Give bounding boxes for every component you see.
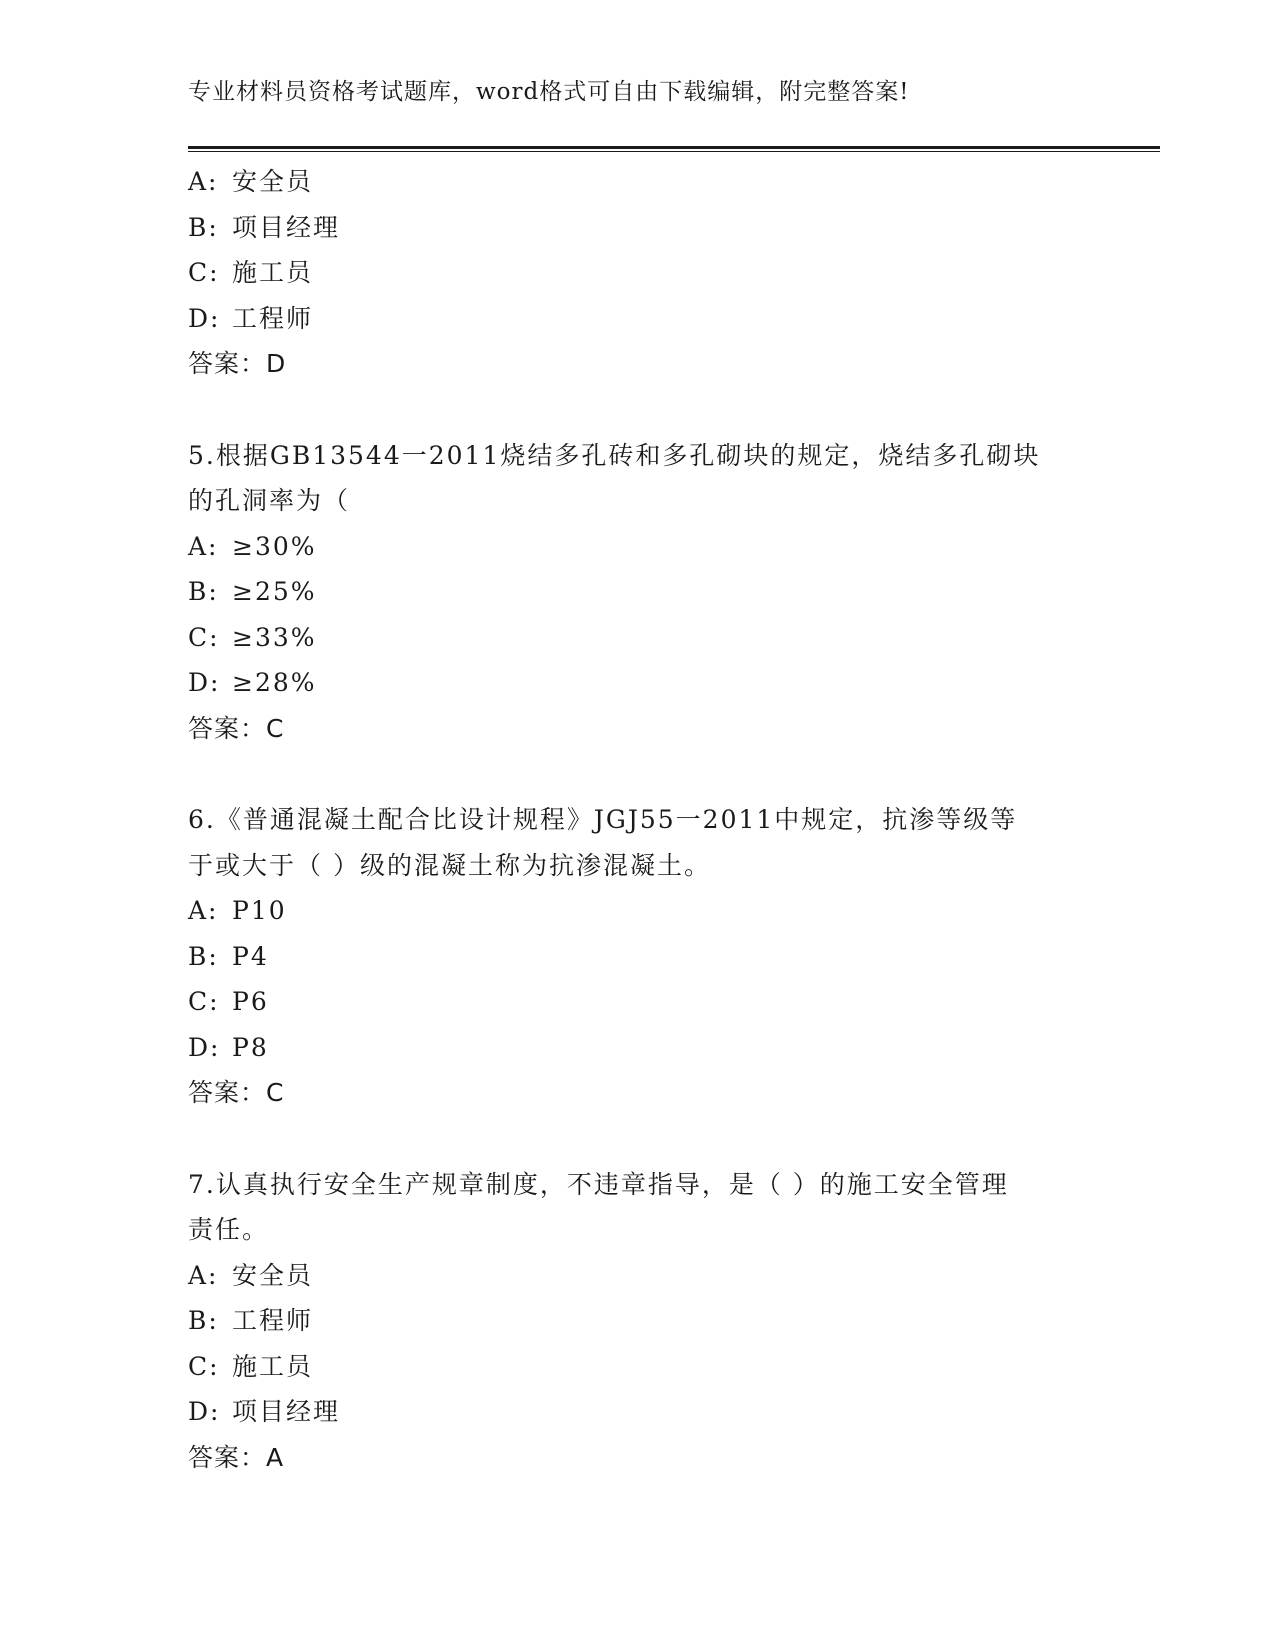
question-text-continued: 责任。 [188, 1215, 270, 1244]
option-a: A: ≥30% [188, 531, 317, 561]
option-b: B: 工程师 [188, 1306, 314, 1335]
answer: 答案：C [188, 1078, 285, 1107]
page-header: 专业材料员资格考试题库，word格式可自由下载编辑，附完整答案! [188, 79, 910, 105]
question-6 [188, 797, 1088, 1116]
header-rule-thin [188, 151, 1160, 152]
question-5 [188, 433, 1088, 752]
answer: 答案：A [188, 1442, 285, 1472]
option-b: B: ≥25% [188, 577, 317, 606]
question-text-continued: 于或大于（ ）级的混凝土称为抗渗混凝土。 [188, 850, 711, 880]
question-text: 7.认真执行安全生产规章制度，不违章指导，是（ ）的施工安全管理 [188, 1169, 1009, 1199]
option-d: D: 项目经理 [188, 1397, 341, 1426]
option-a: A: P10 [188, 896, 287, 925]
option-b: B: 项目经理 [188, 212, 341, 242]
question-4-options [188, 159, 1088, 387]
answer: 答案：D [188, 349, 287, 378]
question-content [188, 159, 1088, 1480]
option-c: C: P6 [188, 987, 269, 1016]
question-text: 5.根据GB13544一2011烧结多孔砖和多孔砌块的规定，烧结多孔砌块 [188, 440, 1041, 470]
option-d: D: 工程师 [188, 303, 314, 333]
option-a: A: 安全员 [188, 1260, 314, 1290]
header-rule-thick [188, 146, 1160, 149]
option-c: C: 施工员 [188, 1351, 314, 1381]
option-b: B: P4 [188, 941, 269, 971]
option-d: D: ≥28% [188, 668, 317, 697]
question-7 [188, 1162, 1088, 1481]
option-c: C: 施工员 [188, 258, 314, 287]
option-d: D: P8 [188, 1032, 269, 1062]
option-a: A: 安全员 [188, 167, 314, 196]
question-text: 6.《普通混凝土配合比设计规程》JGJ55一2011中规定，抗渗等级等 [188, 805, 1018, 834]
answer: 答案：C [188, 713, 285, 743]
option-c: C: ≥33% [188, 622, 317, 652]
question-text-continued: 的孔洞率为（ [188, 486, 351, 515]
